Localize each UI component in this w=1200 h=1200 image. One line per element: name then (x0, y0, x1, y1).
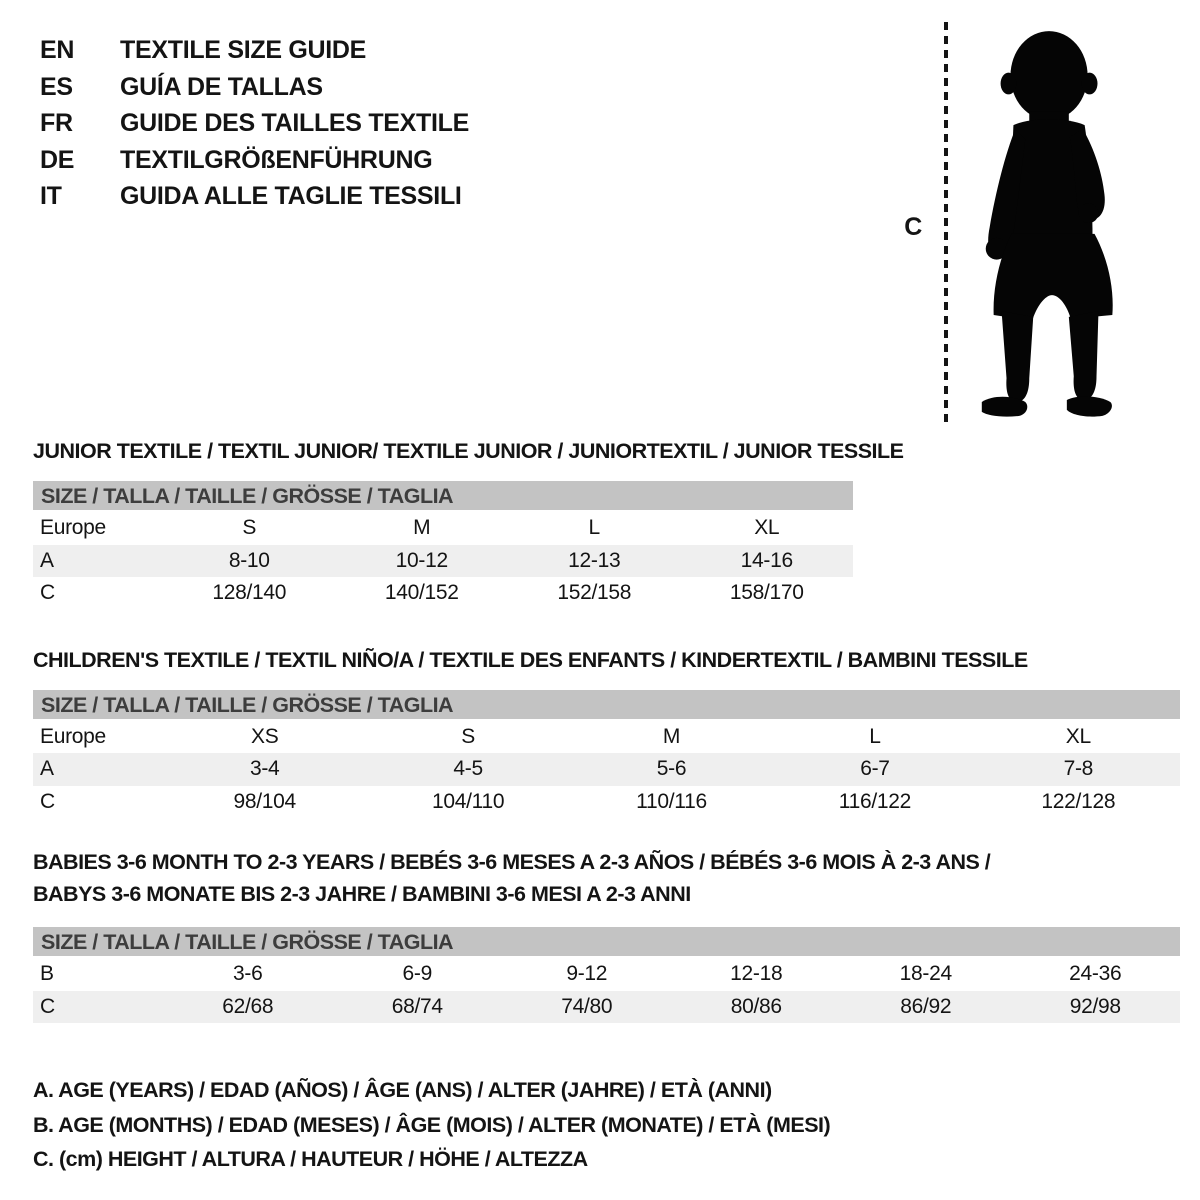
table-row (33, 753, 1180, 786)
table-cell: 12-18 (730, 962, 783, 986)
measurement-legend (33, 1073, 1200, 1177)
junior-size-table (33, 481, 853, 610)
section-title (33, 846, 1200, 910)
table-cell: 3-4 (249, 757, 280, 781)
row-label: A (40, 548, 54, 572)
language-row (40, 178, 469, 215)
table-cell: XL (754, 516, 780, 540)
table-cell: 8-10 (228, 548, 270, 572)
table-cell: 24-36 (1069, 962, 1122, 986)
babies-size-table (33, 927, 1180, 1023)
table-cell: 18-24 (899, 962, 952, 986)
table-cell: 98/104 (233, 789, 296, 813)
row-label: C (40, 789, 55, 813)
section-junior-textile (33, 438, 1200, 610)
table-cell: 3-6 (233, 962, 263, 986)
language-code: IT (40, 182, 62, 210)
table-cell: 110/116 (636, 789, 707, 813)
size-header-bar: SIZE / TALLA / TAILLE / GRÖSSE / TAGLIA (33, 481, 853, 512)
height-figure (904, 22, 1142, 422)
table-cell: L (588, 516, 600, 540)
table-cell: 128/140 (212, 581, 287, 605)
legend-line-b: B. AGE (MONTHS) / EDAD (MESES) / ÂGE (MOIS) / ALTER (MONATE) / ETÀ (MESI) (33, 1112, 831, 1137)
section-title-line2: BABYS 3-6 MONATE BIS 2-3 JAHRE / BAMBINI 3-6 MESI A 2-3 ANNI (33, 882, 691, 906)
table-cell: 4-5 (453, 757, 483, 781)
children-size-table (33, 690, 1180, 819)
table-cell: 116/122 (838, 789, 912, 813)
language-title: TEXTILGRÖßENFÜHRUNG (120, 145, 433, 174)
table-cell: 6-9 (402, 962, 432, 986)
table-cell: S (461, 724, 475, 748)
height-dashed-line (944, 22, 948, 422)
row-label: C (40, 581, 55, 605)
language-list (40, 32, 469, 215)
language-code: ES (40, 72, 73, 101)
table-cell: 140/152 (384, 581, 459, 605)
table-cell: 62/68 (222, 994, 274, 1018)
language-title: GUÍA DE TALLAS (120, 72, 323, 101)
height-measure-label: C (904, 212, 922, 241)
table-cell: 6-7 (860, 757, 890, 781)
table-cell: 158/170 (729, 581, 804, 605)
table-cell: 68/74 (391, 994, 443, 1018)
section-babies-textile (33, 846, 1200, 1023)
language-row (40, 32, 469, 69)
table-row (33, 958, 1180, 991)
table-cell: 12-13 (568, 548, 621, 572)
row-label: B (40, 962, 54, 986)
table-cell: 9-12 (566, 962, 608, 986)
table-row (33, 545, 853, 578)
language-title: TEXTILE SIZE GUIDE (120, 36, 367, 64)
row-label: C (40, 994, 55, 1018)
table-cell: L (869, 724, 881, 748)
row-label: Europe (40, 516, 106, 540)
top-section (33, 0, 1200, 432)
table-cell: 152/158 (557, 581, 632, 605)
table-row (33, 721, 1180, 754)
row-label: A (40, 757, 54, 781)
table-cell: 122/128 (1041, 789, 1116, 813)
language-code: EN (40, 36, 75, 64)
toddler-silhouette-icon (964, 22, 1142, 422)
table-cell: 14-16 (740, 548, 793, 572)
table-cell: S (242, 516, 257, 540)
table-cell: M (413, 516, 431, 540)
section-title: CHILDREN'S TEXTILE / TEXTIL NIÑO/A / TEXTILE DES ENFANTS / KINDERTEXTIL / BAMBINI TESSILE (33, 647, 1028, 672)
section-childrens-textile (33, 647, 1200, 819)
table-row (33, 577, 853, 610)
table-cell: XL (1065, 724, 1091, 748)
table-cell: M (662, 724, 681, 748)
language-title: GUIDE DES TAILLES TEXTILE (120, 109, 470, 137)
table-cell: 74/80 (561, 994, 613, 1018)
table-cell: 86/92 (900, 994, 952, 1018)
language-row (40, 69, 469, 106)
table-row (33, 512, 853, 545)
language-title: GUIDA ALLE TAGLIE TESSILI (120, 182, 462, 210)
table-cell: 80/86 (730, 994, 782, 1018)
table-row (33, 786, 1180, 819)
table-cell: 7-8 (1063, 757, 1094, 781)
language-row (40, 105, 469, 142)
table-cell: XS (250, 724, 279, 748)
size-header-bar: SIZE / TALLA / TAILLE / GRÖSSE / TAGLIA (33, 927, 1180, 958)
section-title: JUNIOR TEXTILE / TEXTIL JUNIOR/ TEXTILE JUNIOR / JUNIORTEXTIL / JUNIOR TESSILE (33, 439, 904, 463)
language-code: DE (40, 145, 75, 174)
section-title-line1: BABIES 3-6 MONTH TO 2-3 YEARS / BEBÉS 3-6 MESES A 2-3 AÑOS / BÉBÉS 3-6 MOIS À 2-3 ANS / (33, 850, 991, 874)
language-code: FR (40, 109, 73, 137)
table-cell: 104/110 (431, 789, 505, 813)
size-header-bar: SIZE / TALLA / TAILLE / GRÖSSE / TAGLIA (33, 690, 1180, 721)
table-cell: 92/98 (1069, 994, 1121, 1018)
language-row (40, 142, 469, 179)
table-row (33, 991, 1180, 1024)
table-cell: 5-6 (656, 757, 687, 781)
legend-line-a: A. AGE (YEARS) / EDAD (AÑOS) / ÂGE (ANS) / ALTER (JAHRE) / ETÀ (ANNI) (33, 1078, 772, 1102)
table-cell: 10-12 (395, 548, 448, 572)
legend-line-c: C. (cm) HEIGHT / ALTURA / HAUTEUR / HÖHE / ALTEZZA (33, 1147, 588, 1171)
row-label: Europe (40, 724, 106, 748)
